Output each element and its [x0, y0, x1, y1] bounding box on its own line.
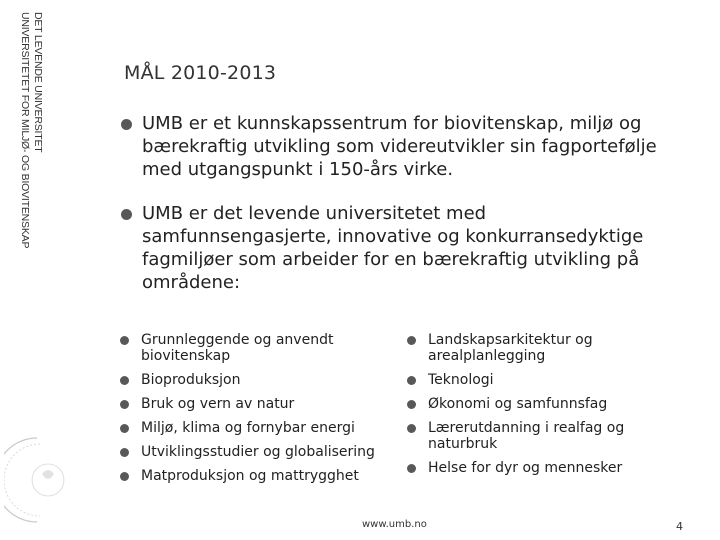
bullet-dot: [120, 448, 129, 457]
bullet-dot: [407, 336, 416, 345]
bullet-dot: [407, 400, 416, 409]
list-item: [405, 420, 675, 452]
bullet-dot: [120, 400, 129, 409]
bullet-text: UMB er et kunnskapssentrum for biovitenskap, miljø og bærekraftig utvikling som videreutvikler sin fagportefølje med utgangspunkt i 150-års virke.: [142, 113, 657, 180]
bullet-dot: [407, 424, 416, 433]
list-item: [118, 332, 388, 364]
list-item: [405, 396, 675, 412]
list-item: [405, 332, 675, 364]
bullet-dot: [121, 209, 132, 220]
areas-left-column: [118, 332, 388, 492]
list-item: [118, 396, 388, 412]
sidebar-text: [18, 12, 44, 248]
area-label: Helse for dyr og mennesker: [428, 460, 623, 476]
footer-url: www.umb.no: [362, 519, 427, 530]
area-label: Miljø, klima og fornybar energi: [141, 420, 355, 436]
list-item: [405, 460, 675, 476]
page-number: 4: [676, 520, 683, 533]
list-item: [405, 372, 675, 388]
area-label: Grunnleggende og anvendt biovitenskap: [141, 332, 334, 364]
bullet-knowledge-center: [118, 112, 678, 181]
bullet-dot: [120, 424, 129, 433]
main-bullets: [118, 112, 678, 315]
list-item: [118, 468, 388, 484]
list-item: [118, 372, 388, 388]
bullet-text: UMB er det levende universitetet med samfunnsengasjerte, innovative og konkurransedyktige fagmiljøer som arbeider for en bærekraftig utvikling på områdene:: [142, 203, 644, 293]
area-label: Bioproduksjon: [141, 372, 241, 388]
list-item: [118, 420, 388, 436]
area-label: Teknologi: [428, 372, 494, 388]
bullet-living-university: [118, 202, 678, 294]
bullet-dot: [120, 472, 129, 481]
bullet-dot: [120, 336, 129, 345]
sidebar: [0, 0, 72, 540]
area-label: Utviklingsstudier og globalisering: [141, 444, 375, 460]
slide-title: MÅL 2010-2013: [124, 62, 277, 84]
bullet-dot: [407, 464, 416, 473]
bullet-dot: [407, 376, 416, 385]
area-label: Landskapsarkitektur og arealplanlegging: [428, 332, 593, 364]
area-label: Økonomi og samfunnsfag: [428, 396, 608, 412]
bullet-dot: [121, 119, 132, 130]
areas-right-column: [405, 332, 675, 484]
list-item: [118, 444, 388, 460]
bullet-dot: [120, 376, 129, 385]
sidebar-tagline: DET LEVENDE UNIVERSITET: [32, 12, 44, 153]
area-label: Matproduksjon og mattrygghet: [141, 468, 359, 484]
sidebar-institution: UNIVERSITETET FOR MILJØ- OG BIOVITENSKAP: [19, 12, 31, 249]
area-label: Lærerutdanning i realfag og naturbruk: [428, 420, 625, 452]
university-seal-logo: [4, 434, 70, 526]
area-label: Bruk og vern av natur: [141, 396, 295, 412]
